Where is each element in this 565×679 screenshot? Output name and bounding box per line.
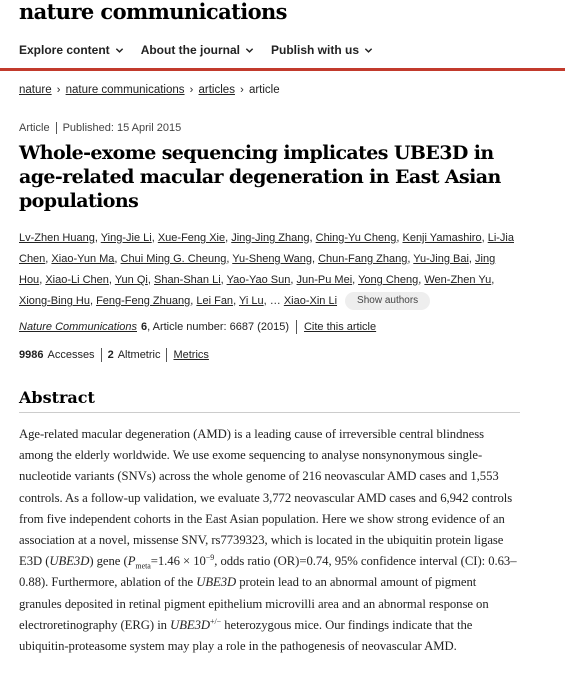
abstract-segment: ) gene (	[89, 554, 128, 569]
published-date: Published: 15 April 2015	[62, 122, 182, 134]
metrics-line	[19, 348, 209, 362]
author-link[interactable]: Chui Ming G. Cheung	[120, 253, 227, 265]
gene-name: UBE3D	[196, 575, 237, 590]
p-value: =1.46 × 10	[150, 554, 206, 569]
author-separator: ,	[491, 274, 495, 286]
abstract-segment: heterozygous mice. Our findings indicate that the ubiquitin-proteasome system may play a role in the pathogenesis of neovascular AMD.	[19, 617, 473, 654]
nav-about-journal[interactable]	[141, 41, 254, 59]
gene-name: UBE3D	[170, 617, 211, 632]
nav-item-label: Publish with us	[271, 43, 360, 57]
author-separator: ,	[94, 232, 101, 244]
nav-item-label: Explore content	[19, 43, 110, 57]
author-link[interactable]: Ching-Yu Cheng	[315, 232, 397, 244]
author-link[interactable]: Jun-Pu Mei	[296, 274, 353, 286]
abstract-text	[19, 424, 519, 657]
divider	[166, 348, 167, 362]
breadcrumb-articles[interactable]: articles	[198, 84, 235, 96]
abstract-segment: Age-related macular degeneration (AMD) is a leading cause of irreversible central blindness among the elderly worldwide. We use exome sequencing to analyse nonsynonymous single-nucleotide variants (SNVs) across the whole genome of 216 neovascular AMD cases and 1,553 controls. As a follow-up validation, we evaluate 3,772 neovascular AMD cases and 6,942 controls from five independent cohorts in the East Asian population. Here we show strong evidence of an association at a novel, missense SNV, rs7739323, which is located in the ubiquitin protein ligase E3D (	[19, 427, 513, 569]
author-link[interactable]: Lv-Zhen Huang	[19, 232, 95, 244]
author-link[interactable]: Kenji Yamashiro	[402, 232, 482, 244]
chevron-right-icon: ›	[189, 84, 194, 96]
author-separator: ,	[89, 295, 97, 307]
chevron-right-icon: ›	[240, 84, 244, 96]
chevron-down-icon	[245, 46, 254, 55]
divider	[296, 320, 297, 334]
author-link[interactable]: Xiao-Xin Li	[283, 295, 338, 307]
author-link[interactable]: Li-Jia Chen	[19, 232, 514, 265]
author-separator: ,	[114, 253, 121, 265]
nav-item-label: About the journal	[140, 43, 241, 57]
author-link[interactable]: Yi Lu	[238, 295, 264, 307]
author-separator: ,	[233, 295, 239, 307]
author-separator: ,	[309, 232, 316, 244]
author-separator: ,	[147, 274, 154, 286]
chevron-down-icon	[364, 46, 373, 55]
article-title: Whole-exome sequencing implicates UBE3D in age-related macular degeneration in East Asian populations	[19, 142, 501, 212]
author-separator: ,	[481, 232, 488, 244]
abstract-divider	[19, 412, 520, 413]
chevron-down-icon	[115, 46, 124, 55]
article-number: , Article number: 6687 (2015)	[147, 321, 289, 333]
author-link[interactable]: Yu-Sheng Wang	[232, 253, 312, 265]
main-nav	[19, 41, 390, 59]
site-logo[interactable]: nature communications	[19, 0, 287, 24]
author-separator: ,	[226, 253, 233, 265]
author-separator: ,	[290, 274, 297, 286]
altmetric-count: 2	[107, 349, 114, 361]
accesses-label: Accesses	[47, 349, 95, 361]
breadcrumb	[19, 84, 280, 96]
nav-publish-with-us[interactable]	[271, 41, 373, 59]
author-link[interactable]: Yong Cheng	[358, 274, 419, 286]
abstract-segment: , odds ratio (OR)=0.74, 95% confidence interval (CI): 0.63–0.88). Furthermore, ablation of the	[19, 554, 517, 590]
author-separator: ,	[220, 274, 227, 286]
author-link[interactable]: Xiong-Bing Hu	[19, 295, 90, 307]
author-list	[19, 228, 519, 312]
author-separator: ,	[151, 232, 158, 244]
nav-accent-rule	[0, 68, 565, 71]
author-separator: ,	[190, 295, 197, 307]
author-link[interactable]: Xiao-Li Chen	[45, 274, 109, 286]
author-link[interactable]: Shan-Shan Li	[153, 274, 221, 286]
author-separator: ,	[225, 232, 232, 244]
author-separator: ,	[108, 274, 115, 286]
breadcrumb-nature[interactable]: nature	[19, 84, 52, 96]
chevron-right-icon: ›	[56, 84, 61, 96]
author-link[interactable]: Lei Fan	[196, 295, 234, 307]
genotype-superscript: +/−	[210, 616, 222, 626]
author-separator: ,	[407, 253, 414, 265]
author-link[interactable]: Xiao-Yun Ma	[51, 253, 115, 265]
author-separator: ,	[39, 274, 46, 286]
article-type: Article	[19, 122, 50, 134]
divider	[56, 122, 57, 134]
altmetric-label: Altmetric	[117, 349, 161, 361]
author-separator: ,	[352, 274, 359, 286]
author-link[interactable]: Jing Hou	[19, 253, 496, 286]
citation-line	[19, 320, 376, 334]
article-meta	[19, 122, 181, 134]
author-link[interactable]: Yu-Jing Bai	[413, 253, 469, 265]
author-link[interactable]: Yun Qi	[114, 274, 148, 286]
p-exponent: −9	[205, 552, 215, 562]
p-symbol: P	[127, 554, 136, 569]
breadcrumb-nature-communications[interactable]: nature communications	[65, 84, 185, 96]
breadcrumb-article: article	[248, 84, 280, 96]
show-authors-button[interactable]: Show authors	[345, 292, 430, 310]
divider	[101, 348, 102, 362]
abstract-segment: protein lead to an abnormal amount of pigment granules deposited in retinal pigment epithelium microvilli area and an abnormal response on electroretinography (ERG) in	[19, 575, 489, 632]
author-link[interactable]: Feng-Feng Zhuang	[96, 295, 191, 307]
journal-link[interactable]: Nature Communications	[19, 321, 137, 333]
abstract-heading: Abstract	[19, 388, 95, 407]
author-link[interactable]: Chun-Fang Zhang	[318, 253, 408, 265]
author-separator: ,	[45, 253, 52, 265]
author-separator: ,	[418, 274, 425, 286]
author-link[interactable]: Wen-Zhen Yu	[424, 274, 492, 286]
author-separator: , …	[263, 295, 284, 307]
author-separator: ,	[396, 232, 403, 244]
metrics-link[interactable]: Metrics	[173, 349, 209, 361]
author-link[interactable]: Yao-Yao Sun	[226, 274, 291, 286]
accesses-count: 9986	[19, 349, 44, 361]
author-separator: ,	[468, 253, 476, 265]
nav-explore-content[interactable]	[19, 41, 124, 59]
author-link[interactable]: Jing-Jing Zhang	[231, 232, 310, 244]
author-link[interactable]: Ying-Jie Li	[100, 232, 152, 244]
p-subscript: meta	[135, 561, 151, 571]
volume: 6	[141, 321, 148, 333]
cite-this-article-link[interactable]: Cite this article	[303, 321, 377, 333]
author-separator: ,	[311, 253, 319, 265]
author-link[interactable]: Xue-Feng Xie	[157, 232, 226, 244]
gene-name: UBE3D	[49, 554, 90, 569]
